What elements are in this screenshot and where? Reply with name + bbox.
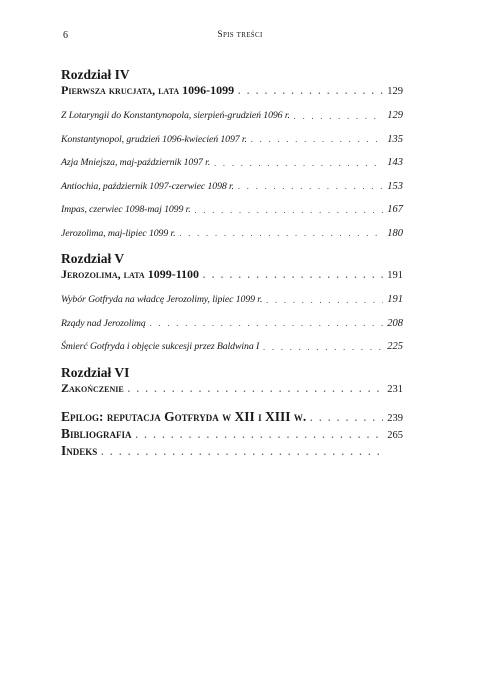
dot-leader — [266, 295, 383, 305]
toc-page-number: 129 — [387, 86, 403, 97]
toc-page-number: 180 — [387, 227, 403, 239]
toc-entry-title: Impas, czerwiec 1098-maj 1099 r. — [61, 204, 191, 216]
dot-leader — [136, 430, 383, 440]
toc-page-number: 239 — [387, 412, 403, 424]
toc-entry-row[interactable] — [61, 151, 403, 175]
toc-entry-title: Śmierć Gotfryda i objęcie sukcesji przez Baldwina I — [61, 341, 260, 353]
toc-entry-row[interactable] — [61, 104, 403, 128]
chapter-5 — [61, 251, 403, 359]
back-matter — [61, 409, 403, 460]
dot-leader — [101, 447, 383, 457]
toc-part-row[interactable] — [61, 267, 403, 285]
toc-page-number: 191 — [387, 270, 403, 281]
dot-leader — [238, 181, 383, 191]
toc-entry-title: Jerozolima, maj-lipiec 1099 r. — [61, 227, 176, 239]
toc-page-number: 265 — [387, 429, 403, 441]
chapter-4 — [61, 67, 403, 245]
toc-part-title: Epilog: reputacja Gotfryda w XII i XIII w. — [61, 408, 307, 424]
toc-entry-row[interactable] — [61, 312, 403, 336]
dot-leader — [195, 205, 383, 215]
toc-part-title: Jerozolima, lata 1099-1100 — [61, 267, 200, 281]
toc-entry-title: Azja Mniejsza, maj-październik 1097 r. — [61, 157, 211, 169]
toc-epilogue-row[interactable] — [61, 409, 403, 426]
toc-page-number: 231 — [387, 383, 403, 395]
dot-leader — [263, 342, 383, 352]
dot-leader — [251, 134, 383, 144]
toc-part-row[interactable] — [61, 381, 403, 399]
dot-leader — [214, 158, 383, 168]
dot-leader — [128, 384, 383, 394]
toc-page-number: 143 — [387, 157, 403, 169]
toc-page-number: 135 — [387, 133, 403, 145]
toc-bibliography-row[interactable] — [61, 426, 403, 443]
toc-part-title: Bibliografia — [61, 425, 132, 441]
toc-entry-row[interactable] — [61, 222, 403, 246]
toc-entry-row[interactable] — [61, 288, 403, 312]
toc-page-number: 208 — [387, 317, 403, 329]
toc-entry-row[interactable] — [61, 198, 403, 222]
toc-page-number: 225 — [387, 341, 403, 353]
chapter-heading: Rozdział VI — [61, 364, 130, 380]
toc-part-title: Indeks — [61, 442, 98, 458]
toc-entry-title: Rządy nad Jerozolimą — [61, 317, 146, 329]
table-of-contents — [61, 67, 403, 460]
chapter-heading: Rozdział IV — [61, 67, 130, 82]
toc-entry-title: Antiochia, październik 1097-czerwiec 1098 r. — [61, 180, 235, 192]
toc-page-number: 129 — [387, 110, 403, 122]
dot-leader — [238, 86, 383, 96]
toc-part-title: Pierwsza krucjata, lata 1096-1099 — [61, 83, 235, 97]
toc-entry-title: Konstantynopol, grudzień 1096-kwiecień 1097 r. — [61, 133, 247, 145]
dot-leader — [179, 228, 383, 238]
toc-page-number: 153 — [387, 180, 403, 192]
toc-entry-row[interactable] — [61, 175, 403, 199]
dot-leader — [294, 111, 383, 121]
toc-page-number: 167 — [387, 204, 403, 216]
toc-entry-title: Z Lotaryngii do Konstantynopola, sierpień-grudzień 1096 r. — [61, 110, 290, 122]
toc-entry-row[interactable] — [61, 128, 403, 152]
toc-part-title: Zakończenie — [61, 380, 124, 395]
chapter-heading: Rozdział V — [61, 251, 125, 266]
toc-entry-title: Wybór Gotfryda na władcę Jerozolimy, lipiec 1099 r. — [61, 294, 263, 306]
toc-entry-row[interactable] — [61, 335, 403, 359]
dot-leader — [150, 318, 383, 328]
dot-leader — [310, 413, 383, 423]
chapter-6 — [61, 365, 403, 399]
dot-leader — [203, 270, 383, 280]
running-head: Spis treści — [217, 30, 263, 40]
toc-page-number: 191 — [387, 294, 403, 306]
page-number: 6 — [63, 30, 68, 41]
toc-index-row[interactable] — [61, 443, 403, 460]
toc-part-row[interactable] — [61, 83, 403, 101]
